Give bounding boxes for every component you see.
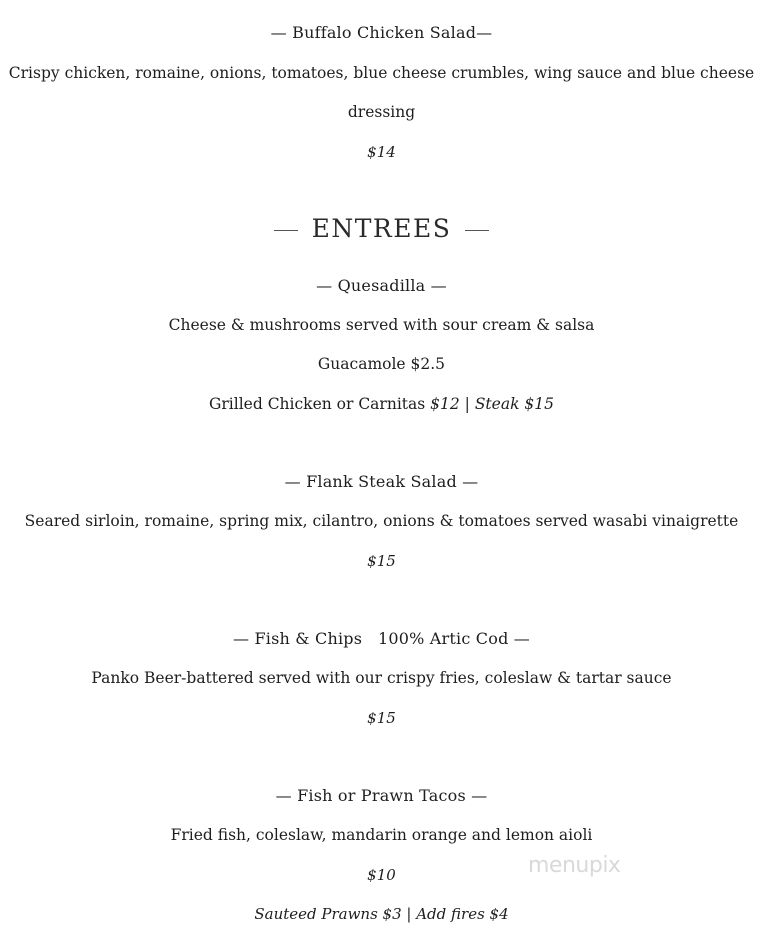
item-price-fish-and-chips: $15 (367, 709, 396, 727)
menupix-watermark (528, 853, 620, 878)
item-price-fish-or-prawn-tacos: $10 (367, 866, 396, 884)
item-options-quesadilla (0, 393, 763, 415)
item-price-buffalo-chicken-salad: $14 (367, 143, 396, 161)
item-title-fish-and-chips: — Fish & Chips 100% Artic Cod — (232, 629, 531, 648)
item-title-fish-or-prawn-tacos: — Fish or Prawn Tacos — (275, 786, 488, 805)
item-extra-guacamole: Guacamole $2.5 (317, 355, 446, 373)
watermark-suffix: pix (588, 853, 621, 878)
item-desc-buffalo-chicken-salad-line1: Crispy chicken, romaine, onions, tomatoes, blue cheese crumbles, wing sauce and blue cheese (8, 64, 755, 82)
option-text: Grilled Chicken or Carnitas (209, 395, 431, 413)
heading-dash-left (274, 230, 298, 231)
item-title-buffalo-chicken-salad: — Buffalo Chicken Salad— (270, 23, 493, 42)
item-addons-fish-or-prawn-tacos: Sauteed Prawns $3 | Add fires $4 (254, 905, 509, 923)
item-desc-fish-and-chips: Panko Beer-battered served with our crispy fries, coleslaw & tartar sauce (91, 669, 672, 687)
option-price-steak: Steak $15 (474, 395, 554, 413)
heading-dash-right (465, 230, 489, 231)
item-title-flank-steak-salad: — Flank Steak Salad — (284, 472, 479, 491)
item-desc-flank-steak-salad: Seared sirloin, romaine, spring mix, cilantro, onions & tomatoes served wasabi vinaigrette (24, 512, 739, 530)
item-price-flank-steak-salad: $15 (367, 552, 396, 570)
item-desc-quesadilla: Cheese & mushrooms served with sour cream & salsa (168, 316, 595, 334)
option-separator: | (459, 395, 475, 413)
section-heading-entrees (0, 213, 763, 245)
item-desc-buffalo-chicken-salad-line2: dressing (347, 103, 416, 121)
watermark-text: menu (528, 853, 589, 878)
item-title-quesadilla: — Quesadilla — (316, 276, 447, 295)
section-heading-text: ENTREES (311, 214, 452, 243)
option-price-chicken: $12 (430, 395, 460, 413)
item-desc-fish-or-prawn-tacos: Fried fish, coleslaw, mandarin orange and lemon aioli (170, 826, 593, 844)
